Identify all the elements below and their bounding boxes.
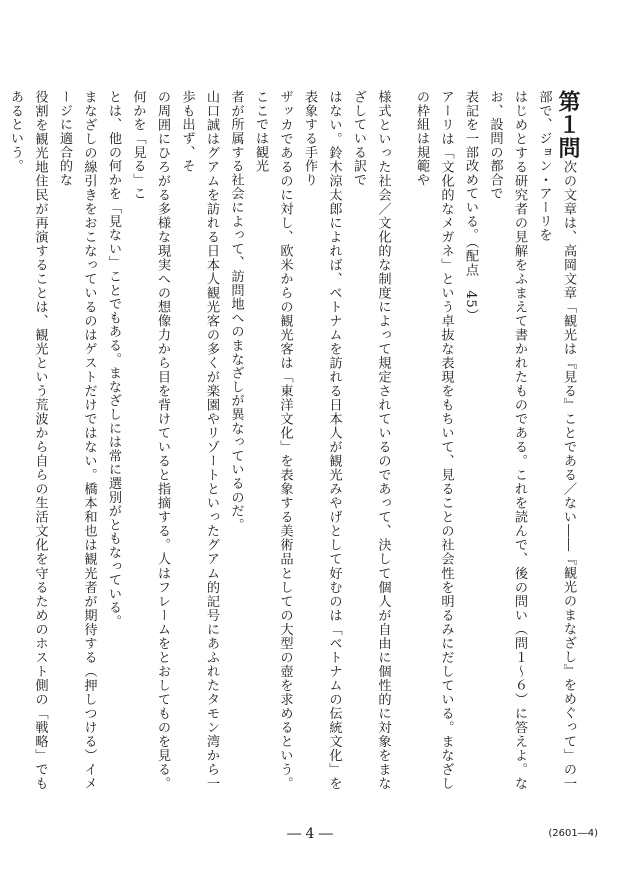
- question-instruction-line: 次の文章は、高岡文章「観光は『見る』ことである／ない――『観光のまなざし』をめぐって」の一部で、ジョン・アーリを: [536, 90, 576, 790]
- passage-line: 様式といった社会／文化的な制度によって規定されているのであって、決して個人が自由に個性的に対象をまなざしている訳で: [351, 90, 391, 790]
- passage-line: 山口誠はグアムを訪れる日本人観光客の多くが楽園やリゾートといったグアム的記号にあふれたタモン湾から一歩も出ず、そ: [179, 90, 219, 790]
- question-instruction-line: はじめとする研究者の見解をふまえて書かれたものである。これを読んで、後の問い（問１～６）に答えよ。なお、設問の都合で: [487, 90, 527, 790]
- passage-line: アーリは「文化的なメガネ」という卓抜な表現をもちいて、見ることの社会性を明るみにだしている。まなざしの枠組は規範や: [414, 90, 454, 790]
- passage-line: 役割を観光地住民が再演することは、観光という荒波から自らの生活文化を守るためのホスト側の「戦略」でもあるという。: [8, 90, 48, 790]
- question-instruction-line: 表記を一部改めている。（配点 45）: [463, 90, 478, 323]
- vertical-text-block: [8, 90, 581, 790]
- exam-code: (2601―4): [548, 828, 598, 839]
- passage-line: ザッカであるのに対し、欧米からの観光客は「東洋文化」を表象する美術品としての大型の壺を求めるという。ここでは観光: [253, 90, 293, 790]
- passage-line: の周囲にひろがる多様な現実への想像力から目を背けていると指摘する。人はフレームをとおしてものを見る。何かを「見る」こ: [130, 90, 170, 790]
- passage-line: はない。鈴木涼太郎によれば、ベトナムを訪れる日本人が観光みやげとして好むのは「ベトナムの伝統文化」を表象する手作り: [302, 90, 342, 790]
- passage-line: まなざしの線引きをおこなっているのはゲストだけではない。橋本和也は観光者が期待する（押しつける）イメージに適合的な: [57, 90, 97, 790]
- passage-line: とは、他の何かを「見ない」ことでもある。まなざしには常に選別がともなっている。: [106, 90, 121, 629]
- page-number: ― 4 ―: [287, 826, 333, 842]
- passage-line: [0, 90, 3, 790]
- passage-line: 者が所属する社会によって、訪問地へのまなざしが異なっているのだ。: [228, 90, 244, 532]
- question-label: 第１問: [555, 90, 581, 160]
- question-first-line: [531, 90, 580, 790]
